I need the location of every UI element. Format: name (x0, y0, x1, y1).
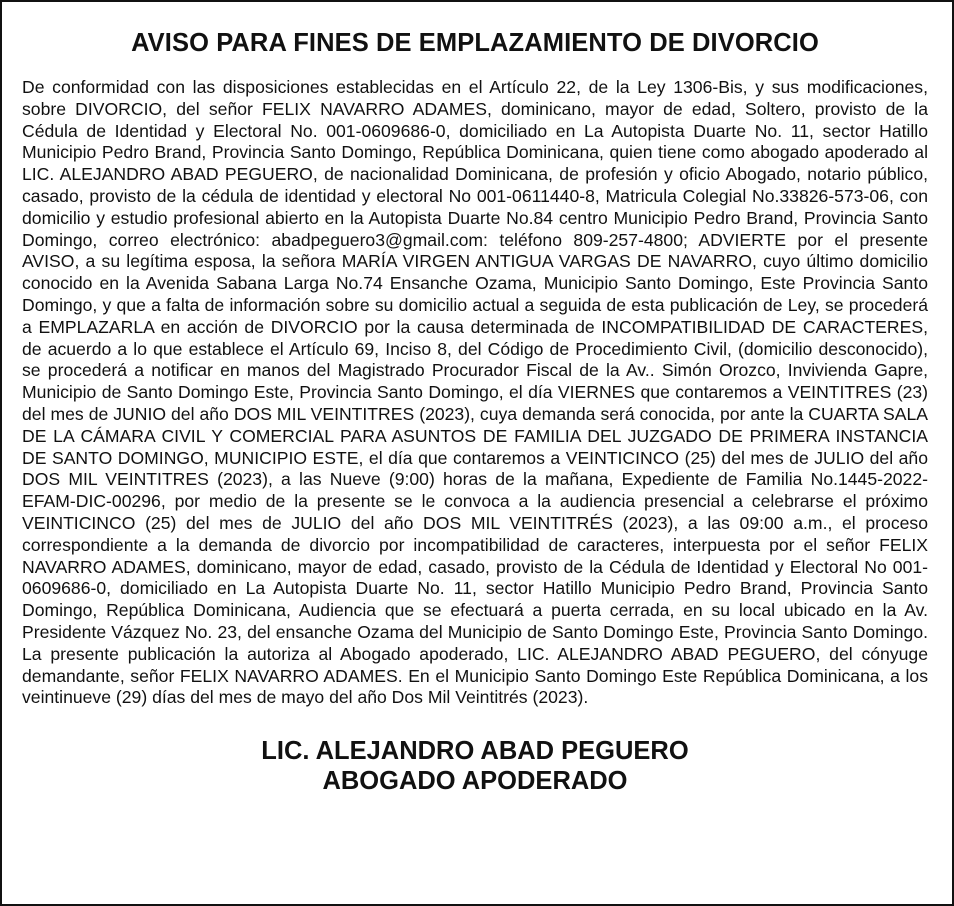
signature-name: LIC. ALEJANDRO ABAD PEGUERO (261, 737, 689, 766)
notice-title: AVISO PARA FINES DE EMPLAZAMIENTO DE DIVORCIO (131, 29, 819, 57)
notice-body: De conformidad con las disposiciones establecidas en el Artículo 22, de la Ley 1306-Bis, y sus modificaciones, sobre DIVORCIO, del señor FELIX NAVARRO ADAMES, dominicano, mayor de edad, Soltero, provisto de la Cédula de Identidad y Electoral No. 001-0609686-0, domiciliado en La Autopista Duarte No. 11, sector Hatillo Municipio Pedro Brand, Provincia Santo Domingo, República Dominicana, quien tiene como abogado apoderado al LIC. ALEJANDRO ABAD PEGUERO, de nacionalidad Dominicana, de profesión y oficio Abogado, notario público, casado, provisto de la cédula de identidad y electoral No 001-0611440-8, Matricula Colegial No.33826-573-06, con domicilio y estudio profesional abierto en la Autopista Duarte No.84 centro Municipio Pedro Brand, Provincia Santo Domingo, correo electrónico: abadpeguero3@gmail.com: teléfono 809-257-4800; ADVIERTE por el presente AVISO, a su legítima esposa, la señora MARÍA VIRGEN ANTIGUA VARGAS DE NAVARRO, cuyo último domicilio conocido en la Avenida Sabana Larga No.74 Ensanche Ozama, Municipio Santo Domingo, Este Provincia Santo Domingo, y que a falta de información sobre su domicilio actual a seguida de esta publicación de Ley, se procederá a EMPLAZARLA en acción de DIVORCIO por la causa determinada de INCOMPATIBILIDAD DE CARACTERES, de acuerdo a lo que establece el Artículo 69, Inciso 8, del Código de Procedimiento Civil, (domicilio desconocido), se procederá a notificar en manos del Magistrado Procurador Fiscal de la Av.. Simón Orozco, Invivienda Gapre, Municipio de Santo Domingo Este, Provincia Santo Domingo, el día VIERNES que contaremos a VEINTITRES (23) del mes de JUNIO del año DOS MIL VEINTITRES (2023), cuya demanda será conocida, por ante la CUARTA SALA DE LA CÁMARA CIVIL Y COMERCIAL PARA ASUNTOS DE FAMILIA DEL JUZGADO DE PRIMERA INSTANCIA DE SANTO DOMINGO, MUNICIPIO ESTE, el día que contaremos a VEINTICINCO (25) del mes de JULIO del año DOS MIL VEINTITRES (2023), a las Nueve (9:00) horas de la mañana, Expediente de Familia No.1445-2022-EFAM-DIC-00296, por medio de la presente se le convoca a la audiencia presencial a celebrarse el próximo VEINTICINCO (25) del mes de JULIO del año DOS MIL VEINTITRÉS (2023), a las 09:00 a.m., el proceso correspondiente a la demanda de divorcio por incompatibilidad de caracteres, interpuesta por el señor FELIX NAVARRO ADAMES, dominicano, mayor de edad, casado, provisto de la Cédula de Identidad y Electoral No 001- 0609686-0, domiciliado en La Autopista Duarte No. 11, sector Hatillo Municipio Pedro Brand, Provincia Santo Domingo, República Dominicana, Audiencia que se efectuará a puerta cerrada, en su local ubicado en la Av. Presidente Vázquez No. 23, del ensanche Ozama del Municipio de Santo Domingo Este, Provincia Santo Domingo. La presente publicación la autoriza al Abogado apoderado, LIC. ALEJANDRO ABAD PEGUERO, del cónyuge demandante, señor FELIX NAVARRO ADAMES. En el Municipio Santo Domingo Este República Dominicana, a los veintinueve (29) días del mes de mayo del año Dos Mil Veintitrés (2023). (22, 77, 928, 708)
signature-block (22, 736, 928, 796)
signature-role: ABOGADO APODERADO (322, 767, 628, 796)
